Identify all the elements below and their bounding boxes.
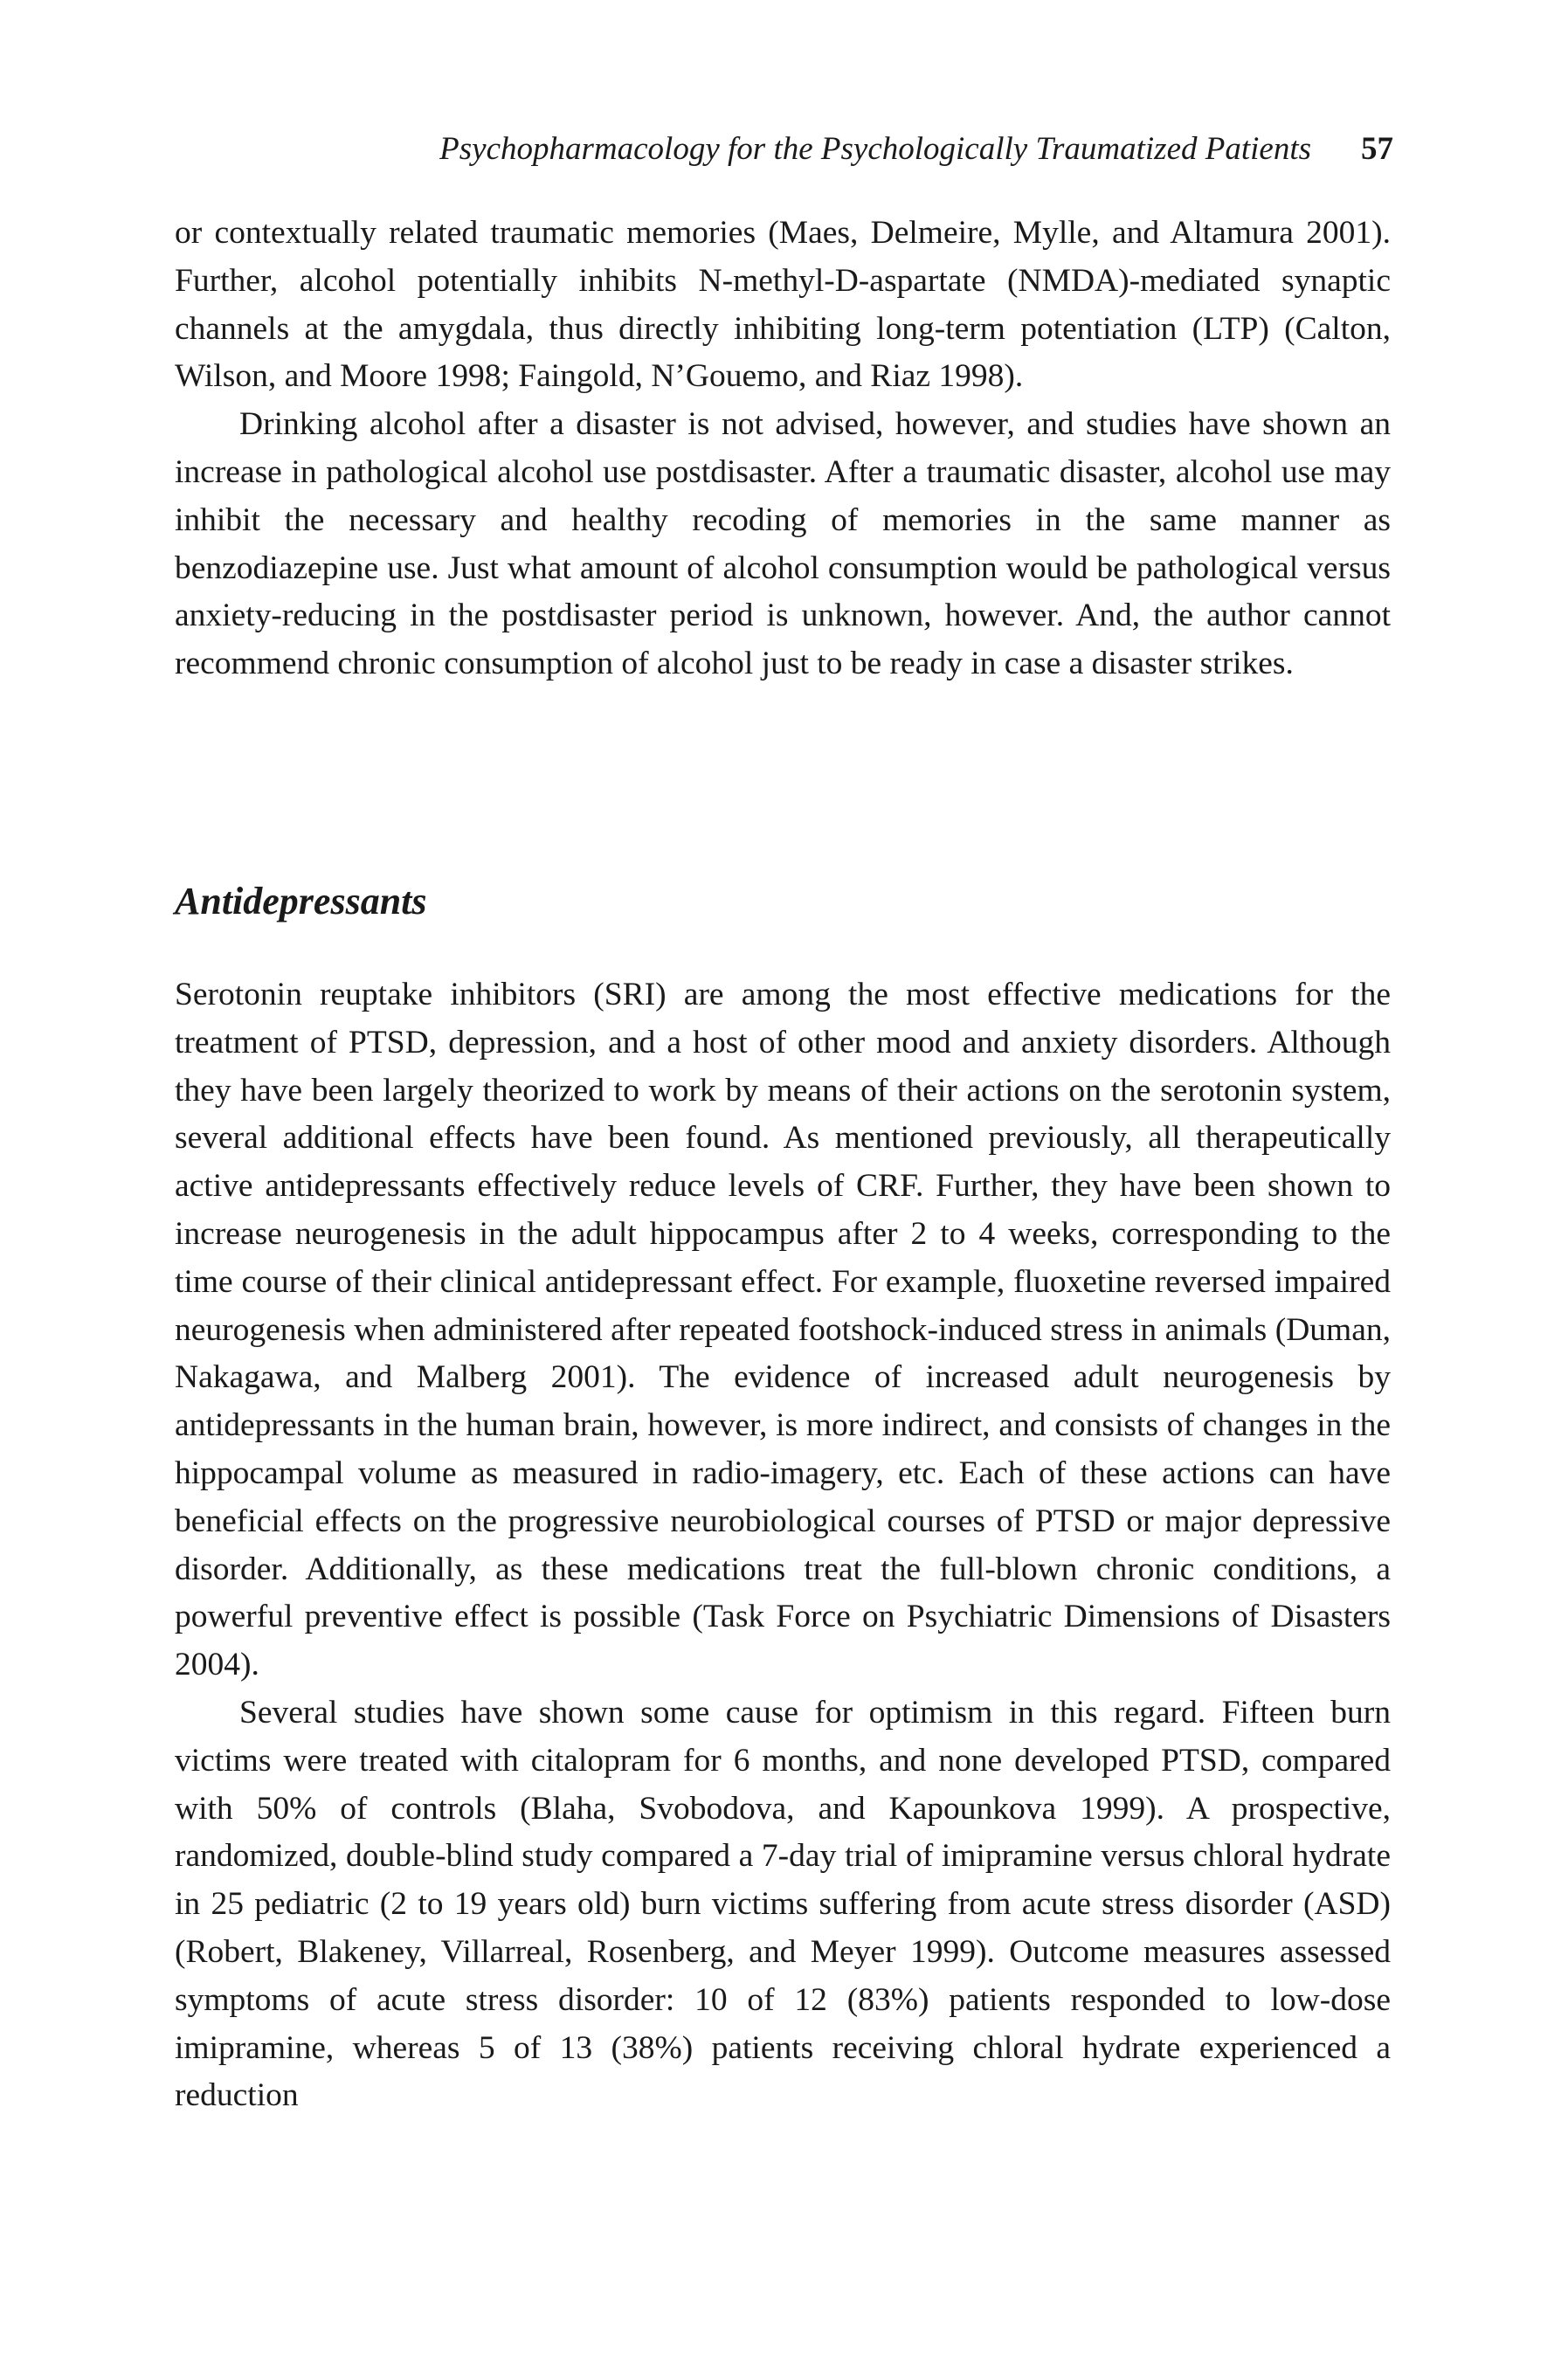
running-head bbox=[175, 128, 1393, 171]
paragraph-studies-optimism: Several studies have shown some cause for optimism in this regard. Fifteen burn victims were treated with citalopram for 6 months, and none developed PTSD, compared with 50% of controls (Blaha, Svobodova, and Kapounkova 1999). A prospective, randomized, double-blind study compared a 7-day trial of imipramine versus chloral hydrate in 25 pediatric (2 to 19 years old) burn victims suffering from acute stress disorder (ASD) (Robert, Blakeney, Villarreal, Rosenberg, and Meyer 1999). Outcome measures assessed symptoms of acute stress disorder: 10 of 12 (83%) patients responded to low-dose imipramine, whereas 5 of 13 (38%) patients receiving chloral hydrate experienced a reduction bbox=[175, 1694, 1391, 2114]
text-block-before-heading bbox=[175, 210, 1391, 688]
running-title: Psychopharmacology for the Psychologically Traumatized Patients bbox=[439, 131, 1311, 167]
paragraph-alcohol-after-disaster: Drinking alcohol after a disaster is not advised, however, and studies have shown an increase in pathological alcohol use postdisaster. After a traumatic disaster, alcohol use may inhibit the necessary and healthy recoding of memories in the same manner as benzodiazepine use. Just what amount of alcohol consumption would be pathological versus anxiety-reducing in the postdisaster period is unknown, however. And, the author cannot recommend chronic consumption of alcohol just to be ready in case a disaster strikes. bbox=[175, 406, 1391, 682]
text-block-antidepressants bbox=[175, 971, 1391, 2120]
section-heading: Antidepressants bbox=[175, 880, 427, 922]
paragraph-continued: or contextually related traumatic memories (Maes, Delmeire, Mylle, and Altamura 2001). Further, alcohol potentially inhibits N-methyl-D-aspartate (NMDA)-mediated synaptic channels at the amygdala, thus directly inhibiting long-term potentiation (LTP) (Calton, Wilson, and Moore 1998; Faingold, N’Gouemo, and Riaz 1998). bbox=[175, 215, 1391, 395]
paragraph-sri-effects: Serotonin reuptake inhibitors (SRI) are among the most effective medications for the treatment of PTSD, depression, and a host of other mood and anxiety disorders. Although they have been largely theorized to work by means of their actions on the serotonin system, several additional effects have been found. As mentioned previously, all therapeutically active antidepressants effectively reduce levels of CRF. Further, they have been shown to increase neurogenesis in the adult hippocampus after 2 to 4 weeks, corresponding to the time course of their clinical antidepressant effect. For example, fluoxetine reversed impaired neurogenesis when administered after repeated footshock-induced stress in animals (Duman, Nakagawa, and Malberg 2001). The evidence of increased adult neurogenesis by antidepressants in the human brain, however, is more indirect, and consists of changes in the hippocampal volume as measured in radio-imagery, etc. Each of these actions can have beneficial effects on the progressive neurobiological courses of PTSD or major depressive disorder. Additionally, as these medications treat the full-blown chronic conditions, a powerful preventive effect is possible (Task Force on Psychiatric Dimensions of Disasters 2004). bbox=[175, 977, 1391, 1683]
page-number: 57 bbox=[1361, 131, 1393, 167]
